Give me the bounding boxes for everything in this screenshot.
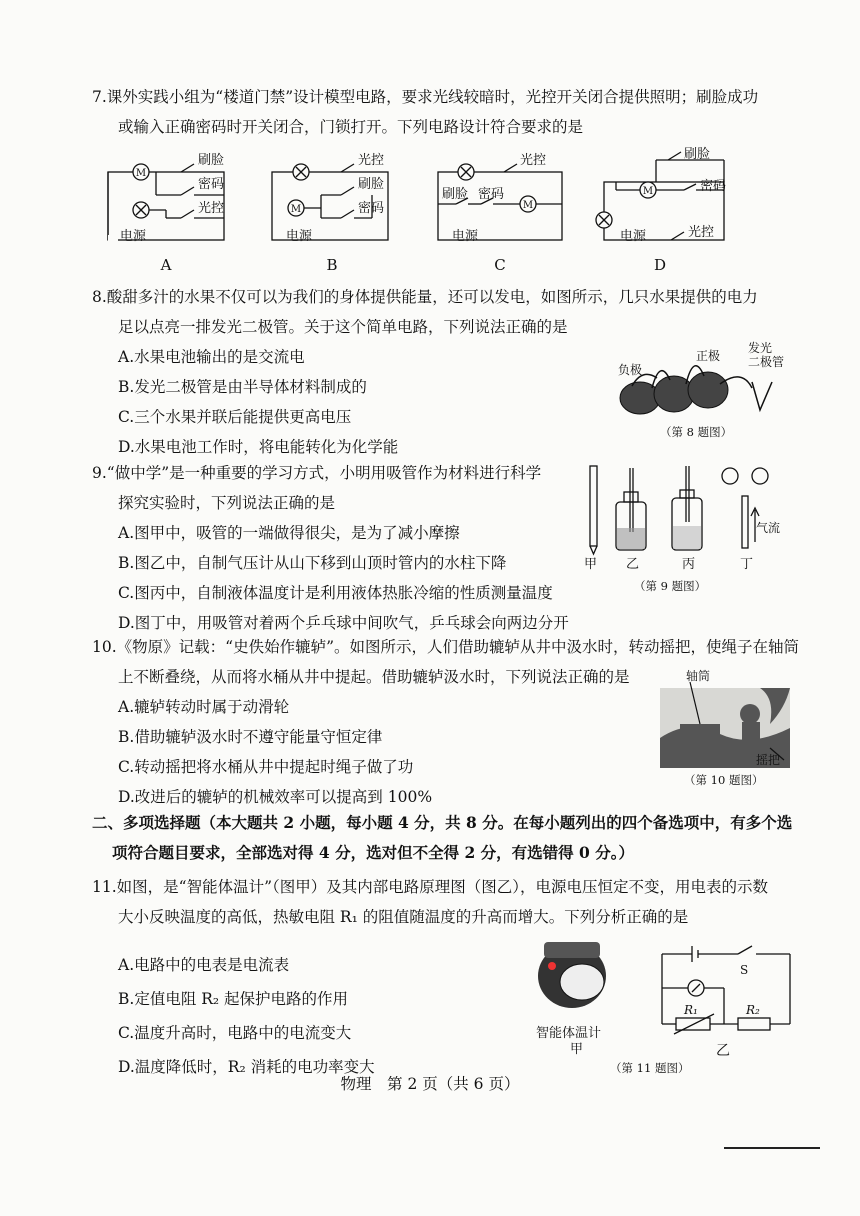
svg-text:刷脸: 刷脸	[358, 177, 385, 192]
q7-stem-line2: 或输入正确密码时开关闭合，门锁打开。下列电路设计符合要求的是	[118, 118, 584, 136]
q8-fruit-battery-figure	[612, 338, 792, 420]
svg-text:密码: 密码	[700, 179, 727, 194]
svg-text:M: M	[135, 168, 147, 179]
q10-stem-line2: 上不断叠绕，从而将水桶从井中提起。借助辘轳汲水时，下列说法正确的是	[118, 668, 630, 686]
svg-text:发光: 发光	[748, 341, 773, 355]
q9-option-a: A.图甲中，吸管的一端做得很尖，是为了减小摩擦	[118, 524, 460, 542]
q11-caption: （第 11 题图）	[610, 1061, 690, 1075]
q9-stem-line2: 探究实验时，下列说法正确的是	[118, 494, 336, 512]
q10-option-b: B.借助辘轳汲水时不遵守能量守恒定律	[118, 728, 383, 746]
q9-option-b: B.图乙中，自制气压计从山下移到山顶时管内的水柱下降	[118, 554, 507, 572]
svg-text:光控: 光控	[198, 201, 225, 216]
circuit-label-a: A	[160, 256, 172, 274]
svg-text:电源: 电源	[452, 229, 479, 244]
q9-option-c: C.图丙中，自制液体温度计是利用液体热胀冷缩的性质测量温度	[118, 584, 553, 602]
q10-option-a: A.辘轳转动时属于动滑轮	[118, 698, 290, 716]
q8-option-c: C.三个水果并联后能提供更高电压	[118, 408, 352, 426]
q11-circuit-diagram	[652, 944, 802, 1040]
svg-text:丁: 丁	[740, 557, 754, 572]
footer-divider	[724, 1147, 820, 1149]
q10-windlass-figure	[660, 668, 790, 768]
q9-option-d: D.图丁中，用吸管对着两个乒乓球中间吹气，乒乓球会向两边分开	[118, 614, 569, 632]
svg-text:光控: 光控	[688, 225, 715, 240]
svg-text:乙: 乙	[626, 557, 640, 572]
q10-option-d: D.改进后的辘轳的机械效率可以提高到 100%	[118, 788, 433, 806]
svg-text:R₁: R₁	[684, 1003, 698, 1017]
svg-text:甲: 甲	[584, 557, 598, 572]
circuit-label-b: B	[326, 256, 338, 274]
q9-caption: （第 9 题图）	[634, 579, 707, 593]
q9-stem-line1: 9.“做中学”是一种重要的学习方式，小明用吸管作为材料进行科学	[92, 464, 542, 482]
svg-text:M: M	[290, 204, 302, 215]
svg-text:S: S	[740, 963, 749, 977]
q10-option-c: C.转动摇把将水桶从井中提起时绳子做了功	[118, 758, 414, 776]
svg-text:M: M	[522, 200, 534, 211]
q10-caption: （第 10 题图）	[684, 773, 764, 787]
svg-text:电源: 电源	[620, 229, 647, 244]
q8-option-a: A.水果电池输出的是交流电	[118, 348, 305, 366]
svg-text:气流: 气流	[756, 521, 780, 535]
q10-stem-line1: 10.《物原》记载：“史佚始作辘轳”。如图所示，人们借助辘轳从井中汲水时，转动摇把，使绳子在轴筒	[92, 638, 800, 656]
circuit-label-d: D	[653, 256, 667, 274]
svg-text:轴筒: 轴筒	[686, 669, 711, 683]
q8-stem-line1: 8.酸甜多汁的水果不仅可以为我们的身体提供能量，还可以发电，如图所示，几只水果提供的电力	[92, 288, 758, 306]
q11-fig-yi: 乙	[716, 1043, 730, 1059]
q11-option-a: A.电路中的电表是电流表	[118, 956, 290, 974]
circuit-label-c: C	[494, 256, 506, 274]
q11-fig-jia: 甲	[570, 1042, 584, 1057]
q11-stem-line2: 大小反映温度的高低，热敏电阻 R₁ 的阻值随温度的升高而增大。下列分析正确的是	[118, 908, 689, 926]
svg-text:密码: 密码	[358, 201, 385, 216]
q9-straw-figures	[580, 462, 780, 574]
svg-text:R₂: R₂	[746, 1003, 760, 1017]
q8-caption: （第 8 题图）	[660, 425, 733, 439]
svg-text:负极: 负极	[618, 363, 643, 377]
svg-text:光控: 光控	[520, 153, 547, 168]
q11-option-c: C.温度升高时，电路中的电流变大	[118, 1024, 352, 1042]
svg-text:丙: 丙	[682, 557, 696, 572]
svg-text:正极: 正极	[696, 349, 721, 363]
page-footer: 物理 第 2 页（共 6 页）	[340, 1075, 520, 1093]
question-7	[92, 82, 808, 142]
svg-text:刷脸: 刷脸	[684, 147, 711, 162]
svg-text:密码: 密码	[198, 177, 225, 192]
q8-stem-line2: 足以点亮一排发光二极管。关于这个简单电路，下列说法正确的是	[118, 318, 568, 336]
svg-text:M: M	[642, 186, 654, 197]
svg-text:刷脸: 刷脸	[198, 153, 225, 168]
section-2-header	[92, 808, 812, 868]
svg-text:刷脸: 刷脸	[442, 187, 469, 202]
q11-thermometer-photo	[530, 936, 620, 1026]
svg-text:电源: 电源	[286, 229, 313, 244]
q11-option-d: D.温度降低时，R₂ 消耗的电功率变大	[118, 1058, 375, 1076]
svg-text:密码: 密码	[478, 187, 505, 202]
q11-stem-line1: 11.如图，是“智能体温计”（图甲）及其内部电路原理图（图乙），电源电压恒定不变，用电表的示数	[92, 878, 769, 896]
svg-text:光控: 光控	[358, 153, 385, 168]
svg-text:电源: 电源	[120, 229, 147, 244]
q11-fig-name: 智能体温计	[536, 1026, 602, 1041]
q7-stem-line1: 7.课外实践小组为“楼道门禁”设计模型电路，要求光线较暗时，光控开关闭合提供照明；刷脸成功	[92, 88, 759, 106]
svg-text:摇把: 摇把	[756, 753, 781, 767]
q7-circuit-diagrams	[96, 140, 736, 280]
section-2-line1: 二、多项选择题（本大题共 2 小题，每小题 4 分，共 8 分。在每小题列出的四个备选项中，有多个选	[92, 813, 793, 832]
q8-option-d: D.水果电池工作时，将电能转化为化学能	[118, 438, 399, 456]
q11-option-b: B.定值电阻 R₂ 起保护电路的作用	[118, 990, 349, 1008]
section-2-line2: 项符合题目要求，全部选对得 4 分，选对但不全得 2 分，有选错得 0 分。）	[112, 843, 634, 862]
svg-text:二极管: 二极管	[748, 355, 785, 369]
q8-option-b: B.发光二极管是由半导体材料制成的	[118, 378, 367, 396]
